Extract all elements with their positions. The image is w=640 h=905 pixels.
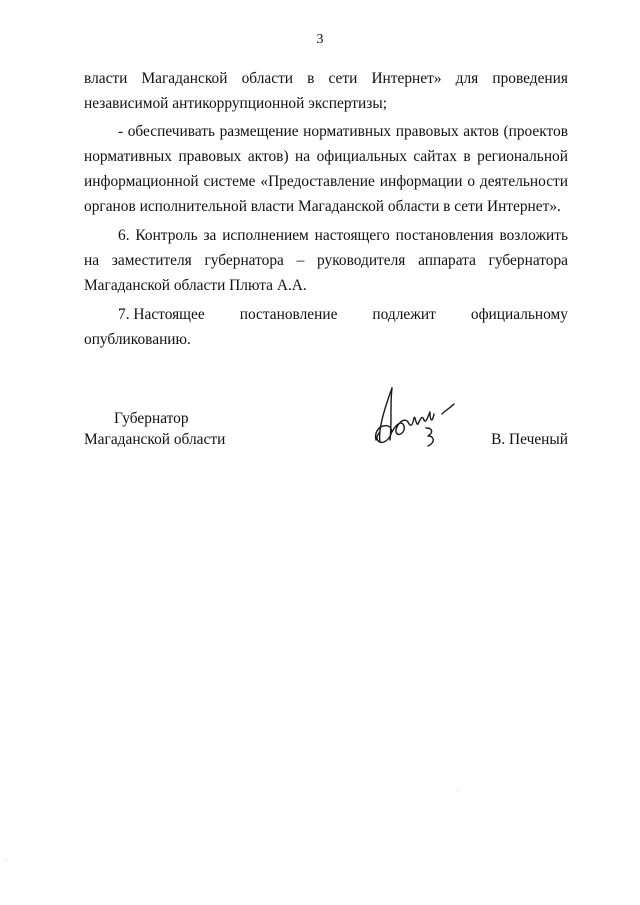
signature-block [84, 408, 568, 458]
p7-word-4: официальному [470, 305, 568, 323]
signatory-title [84, 408, 225, 450]
paragraph-7 [84, 302, 568, 353]
page-number: 3 [316, 32, 324, 47]
p7-word-1: 7. Настоящее [118, 305, 205, 323]
signatory-title-line1: Губернатор [114, 410, 189, 427]
paragraph-6: 6. Контроль за исполнением настоящего постановления возложить на заместителя губернатора – руководителя аппарата губернатора Магаданской области Плюта А.А. [84, 226, 568, 295]
scan-speck [458, 790, 459, 791]
scan-speck [6, 860, 7, 861]
p7-word-3: подлежит [372, 305, 436, 323]
paragraph-7-line1 [84, 302, 568, 327]
paragraph-continuation: власти Магаданской области в сети Интернет» для проведения независимой антикоррупционной экспертизы; [84, 70, 568, 113]
document-body [84, 66, 568, 352]
signatory-title-line2: Магаданской области [84, 431, 226, 448]
handwritten-signature-icon [362, 380, 462, 460]
p7-word-5: опубликованию. [84, 330, 191, 348]
signatory-name: В. Печеный [491, 431, 568, 448]
paragraph-bullet: - обеспечивать размещение нормативных правовых актов (проектов нормативных правовых актов) на официальных сайтах в региональной информационной системе «Предоставление информации о деятельности органов исполнительной власти Магаданской области в сети Интернет». [84, 122, 568, 216]
p7-word-2: постановление [239, 305, 338, 323]
